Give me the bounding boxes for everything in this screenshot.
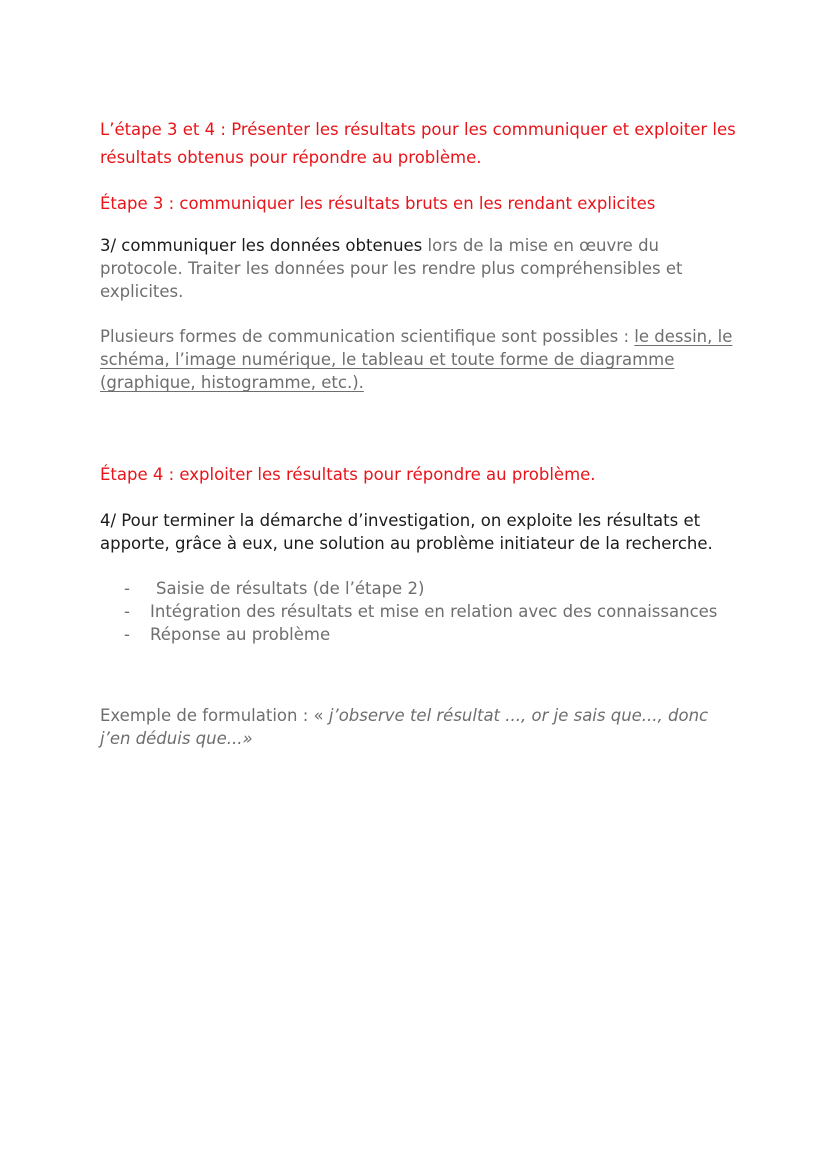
page-title: L’étape 3 et 4 : Présenter les résultats pour les communiquer et exploiter les résultats obtenus pour répondre au problème. (100, 120, 736, 167)
step3-paragraph-rest: lors de la mise en œuvre du protocole. Traiter les données pour les rendre plus compréhensibles et explicites. (100, 236, 683, 301)
communication-forms-intro: Plusieurs formes de communication scientifique sont possibles : (100, 327, 635, 346)
list-item: - Réponse au problème (124, 625, 331, 644)
example-formulation (100, 704, 740, 750)
step4-list (100, 577, 740, 646)
document-page (100, 116, 740, 750)
list-item: - Intégration des résultats et mise en relation avec des connaissances (124, 602, 718, 621)
communication-forms-paragraph (100, 325, 740, 394)
step3-heading: Étape 3 : communiquer les résultats bruts en les rendant explicites (100, 194, 656, 213)
dash-bullet: - (124, 602, 130, 621)
communication-forms-list: le dessin, le schéma, l’image numérique, le tableau et toute forme de diagramme (graphique, histogramme, etc.). (100, 327, 733, 392)
example-label: Exemple de formulation : « (100, 706, 329, 725)
dash-bullet: - (124, 625, 130, 644)
list-item: - Saisie de résultats (de l’étape 2) (124, 579, 425, 598)
step4-paragraph: 4/ Pour terminer la démarche d’investigation, on exploite les résultats et apporte, grâce à eux, une solution au problème initiateur de la recherche. (100, 511, 713, 553)
dash-bullet: - (124, 579, 130, 598)
step3-paragraph-lead: 3/ communiquer les données obtenues (100, 236, 423, 255)
step3-paragraph (100, 234, 740, 303)
step4-heading: Étape 4 : exploiter les résultats pour répondre au problème. (100, 465, 596, 484)
example-quote: j’observe tel résultat ..., or je sais que..., donc j’en déduis que...» (100, 706, 709, 748)
